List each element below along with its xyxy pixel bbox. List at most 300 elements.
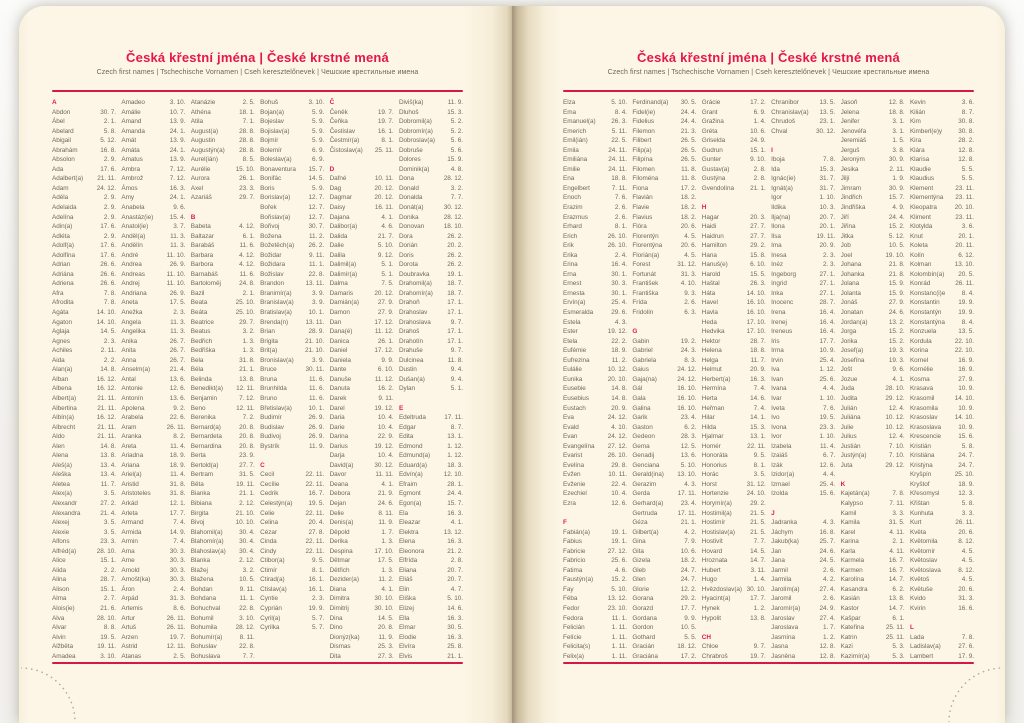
name-entry: [841, 318, 905, 328]
name-day-date: 19. 5.: [819, 414, 836, 422]
name-entry: [52, 547, 116, 557]
name-entry: [330, 108, 394, 118]
name-entry: [121, 241, 185, 251]
given-name: Dobromil(a): [398, 118, 432, 126]
given-name: Bela: [190, 356, 204, 364]
spacer-row: [191, 203, 255, 213]
letter-heading: A: [52, 99, 57, 106]
name-entry: [330, 174, 394, 184]
name-day-date: 14. 10.: [96, 309, 116, 317]
name-day-date: 24. 4.: [447, 490, 463, 498]
given-name: Ariana: [121, 461, 140, 469]
name-entry: [260, 327, 324, 337]
name-entry: [191, 585, 255, 595]
given-name: Hilda: [701, 423, 717, 431]
given-name: Atila: [190, 118, 203, 126]
name-day-date: 5. 9.: [311, 137, 325, 145]
name-entry: [632, 356, 696, 366]
name-day-date: 9. 5.: [753, 452, 766, 460]
name-entry: [52, 165, 116, 175]
given-name: Inesa: [771, 251, 787, 259]
given-name: Elektra: [398, 528, 419, 536]
name-day-date: 13. 1.: [750, 433, 766, 441]
name-day-date: 5. 5.: [961, 175, 974, 183]
name-day-date: 2. 8.: [753, 165, 766, 173]
name-day-date: 20. 8.: [239, 433, 255, 441]
name-day-date: 5. 10.: [680, 461, 697, 469]
name-entry: [841, 251, 905, 261]
given-name: Fidel(ie): [632, 108, 656, 116]
given-name: Jarmila: [771, 576, 792, 584]
name-entry: [121, 308, 185, 318]
given-name: Elza: [563, 99, 576, 106]
name-day-date: 1. 3.: [242, 347, 255, 355]
name-entry: [330, 537, 394, 547]
name-entry: [632, 279, 696, 289]
name-day-date: 7. 1.: [242, 118, 255, 126]
given-name: Aleška: [52, 471, 71, 479]
given-name: Hyacint(a): [701, 595, 731, 603]
given-name: Gedeon: [632, 433, 655, 441]
name-entry: [399, 384, 463, 394]
name-entry: [52, 614, 116, 624]
given-name: Bernardina: [190, 442, 222, 450]
given-name: Filoména: [632, 175, 659, 183]
name-entry: [121, 98, 185, 108]
name-entry: [910, 652, 974, 662]
given-name: Cedrik: [260, 490, 279, 498]
given-name: Josef(a): [840, 347, 864, 355]
name-day-date: 19. 7.: [377, 108, 394, 116]
given-name: Karolína: [840, 576, 864, 584]
name-day-date: 27. 12.: [607, 547, 627, 555]
name-entry: [702, 270, 766, 280]
given-name: Bojan(a): [260, 108, 284, 116]
name-day-date: 16. 4.: [819, 318, 836, 326]
name-day-date: 28. 10.: [96, 547, 116, 555]
name-entry: [563, 566, 627, 576]
name-day-date: 7. 2.: [242, 414, 255, 422]
name-day-date: 21. 6.: [100, 604, 116, 612]
given-name: Glen: [632, 576, 646, 584]
name-entry: [399, 251, 463, 261]
name-day-date: 6. 2.: [684, 423, 697, 431]
given-name: Honoráta: [701, 452, 728, 460]
name-entry: [702, 279, 766, 289]
given-name: Bohuš: [260, 99, 279, 106]
name-day-date: 24. 5.: [819, 557, 836, 565]
name-entry: [702, 413, 766, 423]
name-day-date: 21. 1.: [447, 652, 463, 660]
given-name: Jiřina: [840, 223, 856, 231]
name-entry: [330, 489, 394, 499]
name-entry: [632, 604, 696, 614]
given-name: Emilie: [563, 165, 581, 173]
name-day-date: 30. 3.: [169, 557, 186, 565]
given-name: Gordon: [632, 624, 654, 632]
given-name: Jaromil: [771, 595, 792, 603]
name-entry: [399, 442, 463, 452]
given-name: Koleta: [909, 242, 928, 250]
name-day-date: 2. 2.: [103, 566, 116, 574]
given-name: Alexandra: [52, 509, 81, 517]
name-entry: [52, 260, 116, 270]
name-entry: [632, 108, 696, 118]
name-entry: [632, 213, 696, 223]
given-name: Beno: [190, 404, 206, 412]
name-entry: [910, 298, 974, 308]
name-entry: [121, 528, 185, 538]
given-name: Horác: [701, 471, 719, 479]
given-name: Jarmil: [771, 566, 788, 574]
name-day-date: 12. 11.: [236, 385, 255, 393]
name-entry: [260, 528, 324, 538]
given-name: Amatus: [121, 156, 143, 164]
name-entry: [563, 537, 627, 547]
given-name: Agnes: [52, 337, 70, 345]
name-day-date: 11. 6.: [308, 385, 325, 393]
given-name: Esmeralda: [563, 309, 594, 317]
name-day-date: 5. 9.: [311, 184, 325, 192]
given-name: Dulcinea: [398, 356, 424, 364]
name-entry: [563, 604, 627, 614]
name-entry: [260, 575, 324, 585]
given-name: Dluhoš: [398, 108, 419, 116]
name-day-date: 21. 11.: [97, 423, 116, 431]
given-name: Erazim: [563, 204, 583, 212]
name-day-date: 4. 1.: [450, 519, 463, 527]
name-day-date: 23. 10.: [607, 604, 627, 612]
spacer-row: [632, 318, 696, 328]
name-entry: [771, 451, 835, 461]
given-name: Jimram: [840, 184, 862, 192]
given-name: Gunter: [701, 156, 722, 164]
given-name: Darja: [329, 452, 345, 460]
given-name: Johanka: [840, 270, 865, 278]
name-day-date: 13. 9.: [169, 137, 186, 145]
name-entry: [330, 279, 394, 289]
name-day-date: 3. 6.: [961, 223, 974, 231]
name-day-date: 9. 9.: [381, 356, 394, 364]
given-name: Bojislav(a): [260, 127, 290, 135]
name-entry: [563, 642, 627, 652]
name-day-date: 16. 12.: [96, 375, 116, 383]
name-entry: [260, 298, 324, 308]
name-day-date: 1. 4.: [753, 118, 766, 126]
given-name: Budimír: [260, 414, 282, 422]
name-entry: [52, 346, 116, 356]
name-entry: [330, 127, 394, 137]
name-day-date: 17. 5.: [169, 299, 186, 307]
name-entry: [632, 241, 696, 251]
given-name: Dětřich: [329, 566, 350, 574]
name-entry: [841, 146, 905, 156]
given-name: Glorie: [632, 585, 650, 593]
name-day-date: 9. 3.: [684, 289, 697, 297]
name-day-date: 21. 5.: [750, 509, 766, 517]
name-entry: [771, 461, 835, 471]
name-day-date: 9. 6.: [892, 366, 905, 374]
name-entry: [330, 356, 394, 366]
given-name: Jasna: [771, 643, 788, 651]
name-entry: [399, 575, 463, 585]
name-day-date: 24. 1.: [169, 127, 186, 135]
name-day-date: 2. 7.: [103, 595, 116, 603]
name-day-date: 24. 12.: [677, 375, 697, 383]
name-entry: [771, 251, 835, 261]
name-day-date: 17. 7.: [750, 595, 766, 603]
name-entry: [910, 451, 974, 461]
given-name: Afrodita: [52, 299, 74, 307]
name-entry: [121, 327, 185, 337]
name-entry: [52, 566, 116, 576]
name-day-date: 21. 1.: [239, 366, 255, 374]
given-name: Hortenzie: [701, 490, 729, 498]
name-entry: [191, 633, 255, 643]
given-name: Edmond: [398, 442, 423, 450]
name-day-date: 1. 11.: [611, 652, 627, 660]
given-name: Erik: [563, 242, 574, 250]
given-name: Jonáš: [840, 299, 858, 307]
name-entry: [399, 155, 463, 165]
name-entry: [260, 585, 324, 595]
name-day-date: 19. 3.: [888, 356, 905, 364]
name-entry: [399, 623, 463, 633]
given-name: Filibert: [632, 137, 652, 145]
given-name: Jeremiáš: [840, 137, 867, 145]
name-day-date: 30. 12.: [815, 127, 836, 135]
given-name: Horymír(a): [701, 499, 732, 507]
name-day-date: 17. 7.: [680, 604, 697, 612]
given-name: Hostivít: [701, 538, 723, 546]
given-name: Erika: [563, 251, 578, 259]
name-entry: [52, 203, 116, 213]
name-entry: [260, 260, 324, 270]
name-day-date: 22. 9.: [377, 433, 394, 441]
name-day-date: 10. 7.: [169, 108, 186, 116]
name-entry: [121, 222, 185, 232]
name-day-date: 9. 7.: [753, 643, 766, 651]
name-entry: [260, 518, 324, 528]
name-entry: [771, 575, 835, 585]
name-entry: [260, 614, 324, 624]
name-columns: [52, 98, 463, 662]
given-name: Bořislav(a): [260, 213, 291, 221]
name-day-date: 6. 9.: [753, 108, 766, 116]
name-entry: [632, 184, 696, 194]
name-day-date: 30. 3.: [169, 566, 186, 574]
name-entry: [702, 174, 766, 184]
given-name: Berta: [190, 452, 206, 460]
name-entry: [330, 575, 394, 585]
name-day-date: 30. 9.: [888, 156, 905, 164]
name-entry: [191, 566, 255, 576]
given-name: Aurélie: [190, 165, 211, 173]
given-name: Horst: [701, 480, 717, 488]
name-day-date: 20. 3.: [750, 213, 766, 221]
given-name: Bohuchval: [190, 604, 221, 612]
name-entry: [260, 623, 324, 633]
given-name: Florentýna: [632, 242, 663, 250]
given-name: Hilar: [701, 414, 715, 422]
given-name: Alvar: [52, 624, 67, 632]
name-entry: [771, 193, 835, 203]
name-day-date: 8. 6.: [173, 604, 186, 612]
given-name: Juta: [840, 461, 853, 469]
name-entry: [260, 146, 324, 156]
given-name: Donovan: [398, 223, 425, 231]
name-entry: [330, 203, 394, 213]
name-entry: [841, 556, 905, 566]
name-entry: [191, 375, 255, 385]
name-day-date: 11. 11.: [375, 471, 394, 479]
name-entry: [771, 404, 835, 414]
name-entry: [330, 117, 394, 127]
given-name: Flavius: [632, 213, 653, 221]
name-day-date: 19. 12.: [607, 328, 627, 336]
name-day-date: 3. 3.: [892, 509, 905, 517]
name-entry: [702, 585, 766, 595]
given-name: Jasoň: [840, 99, 858, 106]
name-entry: [702, 346, 766, 356]
name-day-date: 8. 11.: [378, 509, 394, 517]
name-day-date: 2. 6.: [822, 566, 836, 574]
name-entry: [841, 432, 905, 442]
given-name: Hostislav(a): [701, 528, 735, 536]
name-entry: [121, 518, 185, 528]
given-name: Birgita: [190, 509, 209, 517]
given-name: Helmut: [701, 366, 722, 374]
name-day-date: 10. 1.: [308, 404, 325, 412]
name-entry: [191, 442, 255, 452]
name-day-date: 3. 9.: [311, 356, 325, 364]
name-day-date: 25. 10.: [235, 309, 255, 317]
name-entry: [52, 117, 116, 127]
given-name: Hovard: [701, 547, 723, 555]
given-name: Erina: [563, 261, 578, 269]
name-entry: [841, 652, 905, 662]
name-entry: [330, 289, 394, 299]
given-name: Květuše: [909, 585, 933, 593]
name-day-date: 21. 1.: [239, 490, 255, 498]
name-day-date: 15. 6.: [819, 490, 836, 498]
given-name: Jasmína: [771, 633, 795, 641]
name-day-date: 14. 10.: [954, 414, 974, 422]
name-day-date: 3. 1.: [892, 118, 905, 126]
name-day-date: 20. 8.: [239, 442, 255, 450]
name-entry: [563, 251, 627, 261]
given-name: Kosma: [909, 375, 930, 383]
name-column: [632, 98, 696, 662]
name-day-date: 19. 11.: [816, 232, 836, 240]
name-entry: [191, 241, 255, 251]
name-day-date: 17. 7.: [819, 337, 836, 345]
given-name: Hagar: [701, 213, 719, 221]
given-name: Cyntie: [260, 595, 278, 603]
given-name: Ezechiel: [563, 490, 587, 498]
name-entry: [52, 356, 116, 366]
name-day-date: 25. 6.: [819, 375, 836, 383]
spacer-row: [260, 642, 324, 652]
name-entry: [330, 413, 394, 423]
given-name: Blahomír(a): [190, 538, 224, 546]
name-day-date: 2. 9.: [103, 213, 116, 221]
name-entry: [841, 260, 905, 270]
given-name: Gaja(na): [632, 375, 657, 383]
given-name: Darina: [329, 433, 349, 441]
name-day-date: 2. 8.: [753, 175, 766, 183]
name-day-date: 12. 8.: [819, 643, 836, 651]
name-entry: [191, 604, 255, 614]
given-name: Kazi: [840, 643, 853, 651]
name-day-date: 20. 6.: [680, 242, 697, 250]
given-name: Dina: [329, 614, 343, 622]
name-day-date: 27. 7.: [239, 461, 255, 469]
name-entry: [121, 537, 185, 547]
given-name: Garik: [632, 414, 648, 422]
given-name: Job: [840, 242, 851, 250]
name-day-date: 1. 2.: [753, 604, 766, 612]
name-day-date: 26. 7.: [169, 356, 186, 364]
name-day-date: 30. 3.: [169, 547, 186, 555]
name-entry: [330, 461, 394, 471]
name-entry: [399, 108, 463, 118]
given-name: Donalda: [398, 194, 423, 202]
name-entry: [191, 623, 255, 633]
name-entry: [702, 461, 766, 471]
name-day-date: 17. 1.: [447, 337, 463, 345]
name-day-date: 8. 3.: [684, 356, 697, 364]
given-name: Alan(a): [52, 366, 73, 374]
name-day-date: 19. 11.: [97, 643, 116, 651]
name-entry: [121, 604, 185, 614]
given-name: Haštal: [701, 280, 720, 288]
name-entry: [702, 470, 766, 480]
name-day-date: 31. 3.: [169, 595, 186, 603]
given-name: Jerguš: [840, 146, 860, 154]
name-entry: [260, 413, 324, 423]
given-name: Kilián: [909, 108, 926, 116]
name-entry: [399, 222, 463, 232]
name-entry: [771, 642, 835, 652]
name-entry: [330, 251, 394, 261]
given-name: Krasomil: [909, 394, 935, 402]
given-name: Edvín(a): [398, 471, 423, 479]
given-name: Izák: [771, 461, 783, 469]
name-day-date: 1. 9.: [892, 175, 905, 183]
name-day-date: 10. 4.: [611, 490, 627, 498]
given-name: Křištan: [909, 499, 930, 507]
name-entry: [702, 260, 766, 270]
name-day-date: 13. 11.: [305, 318, 325, 326]
name-day-date: 26. 11.: [166, 614, 186, 622]
name-entry: [399, 146, 463, 156]
name-entry: [910, 489, 974, 499]
letter-heading: C: [260, 461, 265, 469]
name-entry: [563, 356, 627, 366]
name-entry: [910, 375, 974, 385]
given-name: Klarisa: [909, 156, 930, 164]
name-entry: [910, 423, 974, 433]
given-name: Evžen: [563, 471, 581, 479]
name-day-date: 24. 7.: [958, 452, 974, 460]
name-entry: [52, 193, 116, 203]
given-name: Ivona: [771, 423, 787, 431]
given-name: Kryštof: [909, 480, 930, 488]
name-entry: [841, 413, 905, 423]
name-day-date: 15. 2.: [888, 223, 905, 231]
given-name: Ivar: [771, 394, 782, 402]
